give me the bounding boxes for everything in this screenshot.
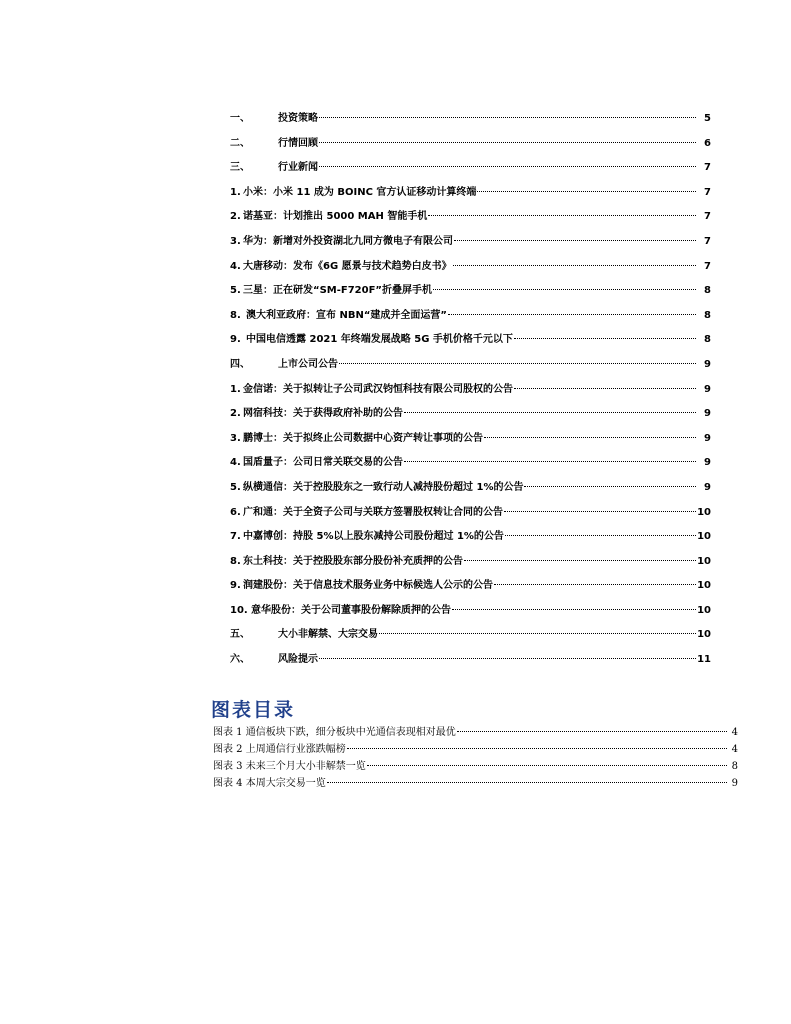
toc-entry-title: 广和通：关于全资子公司与关联方签署股权转让合同的公告 xyxy=(243,506,503,518)
toc-entry-page: 8 xyxy=(704,334,711,346)
figure-entry[interactable] xyxy=(213,724,738,741)
toc-entry-title: 大小非解禁、大宗交易 xyxy=(278,629,378,641)
toc-entry-page: 9 xyxy=(704,432,711,444)
figure-entry-title: 图表 3 未来三个月大小非解禁一览 xyxy=(213,761,366,772)
toc-entry-page: 7 xyxy=(704,235,711,247)
table-of-contents xyxy=(230,107,711,673)
figure-entry[interactable] xyxy=(213,775,738,792)
toc-entry-page: 10 xyxy=(697,506,711,518)
figure-entry-page: 8 xyxy=(731,761,738,772)
toc-entry[interactable] xyxy=(230,451,711,476)
dot-leader xyxy=(524,485,696,487)
toc-entry-page: 7 xyxy=(704,186,711,198)
dot-leader xyxy=(319,141,696,143)
toc-entry-page: 10 xyxy=(697,555,711,567)
toc-entry-title: 华为：新增对外投资湖北九同方微电子有限公司 xyxy=(243,235,453,247)
dot-leader xyxy=(319,116,696,118)
toc-entry-title: 网宿科技：关于获得政府补助的公告 xyxy=(243,408,403,420)
toc-entry-title: 国盾量子：公司日常关联交易的公告 xyxy=(243,457,403,469)
toc-entry-page: 8 xyxy=(704,285,711,297)
toc-entry[interactable] xyxy=(230,304,711,329)
toc-entry[interactable] xyxy=(230,550,711,575)
dot-leader xyxy=(454,239,696,241)
dot-leader xyxy=(433,288,696,290)
toc-entry[interactable] xyxy=(230,574,711,599)
toc-entry[interactable] xyxy=(230,230,711,255)
toc-entry[interactable] xyxy=(230,181,711,206)
toc-entry-page: 9 xyxy=(704,457,711,469)
toc-entry-number: 8. xyxy=(230,309,241,321)
dot-leader xyxy=(339,362,696,364)
dot-leader xyxy=(404,411,696,413)
dot-leader xyxy=(367,764,727,766)
figure-entry-page: 9 xyxy=(731,778,738,789)
toc-entry-number: 6. xyxy=(230,506,241,518)
toc-entry-number: 4. xyxy=(230,260,241,272)
toc-entry-title: 鹏博士：关于拟终止公司数据中心资产转让事项的公告 xyxy=(243,432,483,444)
dot-leader xyxy=(505,534,696,536)
toc-entry[interactable] xyxy=(230,279,711,304)
toc-entry-title: 上市公司公告 xyxy=(278,358,338,370)
toc-entry[interactable] xyxy=(230,328,711,353)
toc-entry-number: 7. xyxy=(230,531,241,543)
toc-entry[interactable] xyxy=(230,353,711,378)
figure-entry-title: 图表 1 通信板块下跌，细分板块中光通信表现相对最优 xyxy=(213,727,456,738)
toc-entry-title: 金信诺：关于拟转让子公司武汉钧恒科技有限公司股权的公告 xyxy=(243,383,513,395)
toc-entry-title: 中嘉博创：持股 5%以上股东减持公司股份超过 1%的公告 xyxy=(243,531,504,543)
toc-entry[interactable] xyxy=(230,525,711,550)
toc-entry[interactable] xyxy=(230,476,711,501)
figures-list xyxy=(213,724,738,792)
toc-entry-number: 四、 xyxy=(230,358,250,370)
toc-entry-number: 1. xyxy=(230,383,241,395)
figure-entry-title: 图表 2 上周通信行业涨跌幅榜 xyxy=(213,744,346,755)
toc-entry[interactable] xyxy=(230,156,711,181)
toc-entry-number: 2. xyxy=(230,408,241,420)
toc-entry-number: 三、 xyxy=(230,162,250,174)
toc-entry-number: 3. xyxy=(230,432,241,444)
toc-entry-page: 11 xyxy=(697,654,711,666)
dot-leader xyxy=(379,632,696,634)
toc-entry-title: 风险提示 xyxy=(278,654,318,666)
toc-entry-title: 小米：小米 11 成为 BOINC 官方认证移动计算终端 xyxy=(243,186,477,198)
toc-entry-title: 润建股份：关于信息技术服务业务中标候选人公示的公告 xyxy=(243,580,493,592)
toc-entry-title: 投资策略 xyxy=(278,113,318,124)
toc-entry-title: 澳大利亚政府：宣布 NBN“建成并全面运营” xyxy=(246,309,447,321)
dot-leader xyxy=(448,313,696,315)
dot-leader xyxy=(514,387,696,389)
toc-entry-page: 7 xyxy=(704,162,711,174)
toc-entry-number: 五、 xyxy=(230,629,250,641)
toc-entry-number: 4. xyxy=(230,457,241,469)
dot-leader xyxy=(504,510,696,512)
toc-entry-page: 10 xyxy=(697,604,711,616)
toc-entry[interactable] xyxy=(230,427,711,452)
toc-entry[interactable] xyxy=(230,378,711,403)
toc-entry-number: 二、 xyxy=(230,137,250,149)
toc-entry-page: 10 xyxy=(697,531,711,543)
figure-entry-title: 图表 4 本周大宗交易一览 xyxy=(213,778,326,789)
toc-entry-number: 1. xyxy=(230,186,241,198)
toc-entry[interactable] xyxy=(230,205,711,230)
toc-entry-page: 9 xyxy=(704,408,711,420)
toc-entry-number: 5. xyxy=(230,481,241,493)
toc-entry-page: 8 xyxy=(704,309,711,321)
dot-leader xyxy=(484,436,696,438)
toc-entry-title: 纵横通信：关于控股股东之一致行动人减持股份超过 1%的公告 xyxy=(243,481,524,493)
dot-leader xyxy=(347,747,727,749)
figure-entry-page: 4 xyxy=(731,727,738,738)
toc-entry-number: 5. xyxy=(230,285,241,297)
dot-leader xyxy=(494,583,696,585)
toc-entry-title: 大唐移动：发布《6G 愿景与技术趋势白皮书》 xyxy=(243,260,452,272)
toc-entry-title: 东土科技：关于控股股东部分股份补充质押的公告 xyxy=(243,555,463,567)
dot-leader xyxy=(319,657,696,659)
figure-entry-page: 4 xyxy=(731,744,738,755)
dot-leader xyxy=(404,460,696,462)
toc-entry[interactable] xyxy=(230,402,711,427)
toc-entry-number: 9. xyxy=(230,334,241,346)
toc-entry-page: 9 xyxy=(704,383,711,395)
toc-entry-page: 9 xyxy=(704,358,711,370)
toc-entry-number: 9. xyxy=(230,580,241,592)
dot-leader xyxy=(514,337,696,339)
toc-entry-title: 中国电信透露 2021 年终端发展战略 5G 手机价格千元以下 xyxy=(246,334,513,346)
toc-entry-page: 5 xyxy=(704,113,711,124)
toc-entry-page: 10 xyxy=(697,580,711,592)
toc-entry-number: 3. xyxy=(230,235,241,247)
toc-entry-page: 9 xyxy=(704,481,711,493)
toc-entry-page: 6 xyxy=(704,137,711,149)
figure-entry[interactable] xyxy=(213,741,738,758)
toc-entry[interactable] xyxy=(230,107,711,132)
toc-entry-title: 诺基亚：计划推出 5000 MAH 智能手机 xyxy=(243,211,428,223)
dot-leader xyxy=(457,730,727,732)
dot-leader xyxy=(452,608,696,610)
toc-entry-title: 意华股份：关于公司董事股份解除质押的公告 xyxy=(251,604,451,616)
toc-entry-number: 一、 xyxy=(230,113,250,124)
toc-entry-page: 7 xyxy=(704,211,711,223)
toc-entry-title: 行业新闻 xyxy=(278,162,318,174)
toc-entry-title: 三星：正在研发“SM-F720F”折叠屏手机 xyxy=(243,285,432,297)
dot-leader xyxy=(453,264,696,266)
toc-entry[interactable] xyxy=(230,599,711,624)
toc-entry[interactable] xyxy=(230,623,711,648)
toc-entry[interactable] xyxy=(230,132,711,157)
dot-leader xyxy=(464,559,696,561)
toc-entry[interactable] xyxy=(230,255,711,280)
dot-leader xyxy=(428,214,696,216)
toc-entry-page: 7 xyxy=(704,260,711,272)
toc-entry-number: 六、 xyxy=(230,654,250,666)
dot-leader xyxy=(477,190,696,192)
toc-entry-number: 8. xyxy=(230,555,241,567)
toc-entry-title: 行情回顾 xyxy=(278,137,318,149)
figures-heading: 图表目录 xyxy=(211,699,296,721)
toc-entry-number: 10. xyxy=(230,604,248,616)
toc-entry-number: 2. xyxy=(230,211,241,223)
figure-entry[interactable] xyxy=(213,758,738,775)
toc-entry[interactable] xyxy=(230,648,711,673)
dot-leader xyxy=(327,781,727,783)
dot-leader xyxy=(319,165,696,167)
toc-entry[interactable] xyxy=(230,501,711,526)
toc-entry-page: 10 xyxy=(697,629,711,641)
